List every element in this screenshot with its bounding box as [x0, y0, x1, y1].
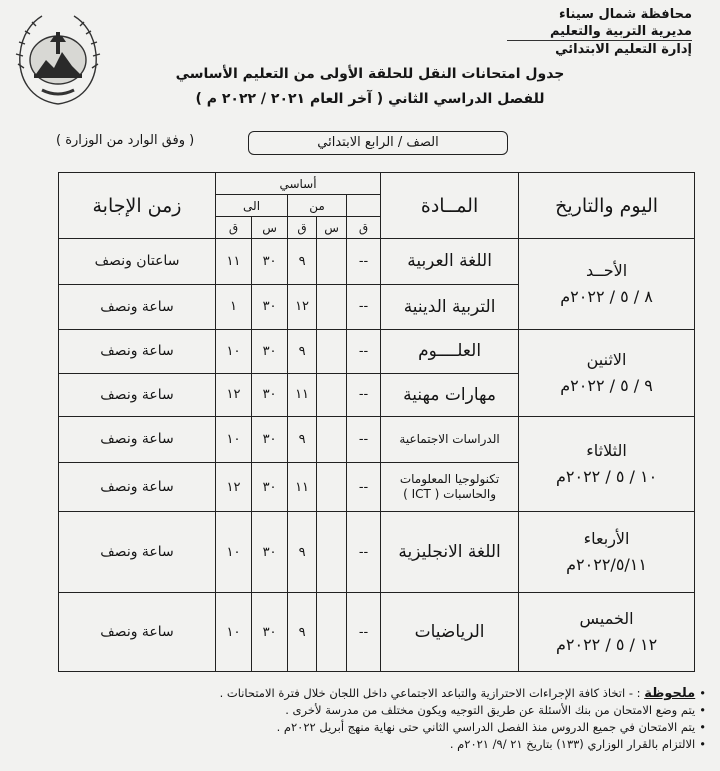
from-s-cell: ٩: [288, 593, 317, 672]
basic-cell: --: [347, 593, 381, 672]
note-text: يتم الامتحان في جميع الدروس منذ الفصل الدراسي الثاني حتى نهاية منهج أبريل ٢٠٢٢م .: [276, 720, 696, 734]
from-s-cell: ٩: [288, 417, 317, 463]
to-s-cell: ١٠: [216, 593, 252, 672]
ministry-note: ( وفق الوارد من الوزارة ): [56, 133, 195, 148]
to-s-cell: ١١: [216, 239, 252, 285]
administration-name: إدارة التعليم الابتدائي: [507, 40, 692, 58]
document-subtitle: للفصل الدراسي الثاني ( آخر العام ٢٠٢١ / ٢٠٢٢ م ): [195, 91, 545, 107]
subject-cell: اللغة الانجليزية: [381, 512, 519, 593]
day-name: الاثنين: [586, 350, 627, 370]
from-s-cell: ٩: [288, 512, 317, 593]
subject-cell: تكنولوجيا المعلومات والحاسبات ( ICT ): [381, 462, 519, 512]
to-s-cell: ١: [216, 284, 252, 330]
from-q-cell: [317, 417, 347, 463]
note-item: [16, 719, 706, 736]
directorate-name: مديرية التربية والتعليم: [549, 24, 692, 39]
subject-cell: الدراسات الاجتماعية: [381, 417, 519, 463]
day-date-cell: [519, 512, 695, 593]
to-q-cell: ٣٠: [252, 330, 288, 374]
governorate-emblem-icon: [12, 8, 104, 112]
document-title: جدول امتحانات النقل للحلقة الأولى من التعليم الأساسي: [175, 66, 565, 82]
day-name: الأحــد: [585, 261, 628, 281]
subject-cell: الرياضيات: [381, 593, 519, 672]
to-q-cell: ٣٠: [252, 462, 288, 512]
header-duration: زمن الإجابة: [59, 173, 216, 239]
basic-cell: --: [347, 512, 381, 593]
to-s-cell: ١٠: [216, 417, 252, 463]
header-basic: أساسي: [216, 173, 381, 195]
bullet-icon: •: [699, 720, 706, 734]
note-item: •ملحوظة : - اتخاذ كافة الإجراءات الاحترازية والتباعد الاجتماعي داخل اللجان خلال فترة الامتحانات .: [219, 686, 706, 701]
table-row: [59, 239, 695, 285]
from-q-cell: [317, 512, 347, 593]
notes-section: [16, 685, 706, 753]
basic-cell: --: [347, 373, 381, 417]
duration-cell: ساعة ونصف: [59, 512, 216, 593]
header-q: ق: [347, 217, 381, 239]
duration-cell: ساعة ونصف: [59, 593, 216, 672]
basic-cell: --: [347, 239, 381, 285]
basic-cell: --: [347, 284, 381, 330]
bullet-icon: •: [699, 737, 706, 751]
header-basic-empty: [347, 195, 381, 217]
duration-cell: ساعة ونصف: [59, 462, 216, 512]
day-name: الخميس: [579, 609, 634, 629]
to-q-cell: ٣٠: [252, 239, 288, 285]
note-text: الالتزام بالقرار الوزاري (١٣٣) بتاريخ ٢١ /٩/ ٢٠٢١م .: [449, 737, 696, 751]
from-s-cell: ٩: [288, 239, 317, 285]
from-q-cell: [317, 373, 347, 417]
day-date-cell: [519, 330, 695, 417]
note-text: اتخاذ كافة الإجراءات الاحترازية والتباعد الاجتماعي داخل اللجان خلال فترة الامتحانات .: [219, 686, 626, 700]
to-s-cell: ١٠: [216, 512, 252, 593]
to-s-cell: ١٢: [216, 373, 252, 417]
day-date-cell: [519, 239, 695, 330]
to-q-cell: ٣٠: [252, 512, 288, 593]
basic-cell: --: [347, 462, 381, 512]
from-q-cell: [317, 330, 347, 374]
exam-date: ٨ / ٥ / ٢٠٢٢م: [560, 287, 653, 307]
basic-cell: --: [347, 330, 381, 374]
to-s-cell: ١٢: [216, 462, 252, 512]
from-s-cell: ١١: [288, 373, 317, 417]
header-day: اليوم والتاريخ: [519, 173, 695, 239]
table-row: [59, 417, 695, 463]
exam-date: ١٠ / ٥ / ٢٠٢٢م: [555, 467, 658, 487]
from-q-cell: [317, 593, 347, 672]
header-to: الى: [216, 195, 288, 217]
from-s-cell: ١١: [288, 462, 317, 512]
from-q-cell: [317, 462, 347, 512]
duration-cell: ساعة ونصف: [59, 284, 216, 330]
header-subject: المــادة: [381, 173, 519, 239]
exam-date: ١٢ / ٥ / ٢٠٢٢م: [555, 635, 658, 655]
duration-cell: ساعتان ونصف: [59, 239, 216, 285]
day-name: الأربعاء: [583, 529, 630, 549]
note-item: [16, 736, 706, 753]
basic-cell: --: [347, 417, 381, 463]
subject-cell: اللغة العربية: [381, 239, 519, 285]
table-row: [59, 593, 695, 672]
header-q: ق: [216, 217, 252, 239]
bullet-icon: •: [699, 703, 706, 717]
exam-schedule-table: [58, 172, 695, 672]
directorate-header: [447, 6, 692, 58]
exam-date: ٢٠٢٢/٥/١١م: [566, 555, 647, 575]
to-q-cell: ٣٠: [252, 417, 288, 463]
header-from: من: [288, 195, 347, 217]
header-s: س: [317, 217, 347, 239]
subject-cell: مهارات مهنية: [381, 373, 519, 417]
duration-cell: ساعة ونصف: [59, 330, 216, 374]
subject-cell: العلــــوم: [381, 330, 519, 374]
table-row: [59, 330, 695, 374]
bullet-icon: •: [699, 686, 706, 700]
to-q-cell: ٣٠: [252, 373, 288, 417]
grade-label: الصف / الرابع الابتدائي: [248, 131, 508, 155]
note-text: يتم وضع الامتحان من بنك الأسئلة عن طريق التوجيه ويكون مختلف من مدرسة لأخرى .: [285, 703, 696, 717]
day-date-cell: [519, 417, 695, 512]
duration-cell: ساعة ونصف: [59, 373, 216, 417]
day-name: الثلاثاء: [586, 441, 627, 461]
table-row: [59, 512, 695, 593]
from-q-cell: [317, 284, 347, 330]
to-q-cell: ٣٠: [252, 284, 288, 330]
subject-cell: التربية الدينية: [381, 284, 519, 330]
day-date-cell: [519, 593, 695, 672]
from-s-cell: ١٢: [288, 284, 317, 330]
to-q-cell: ٣٠: [252, 593, 288, 672]
header-q: ق: [288, 217, 317, 239]
to-s-cell: ١٠: [216, 330, 252, 374]
governorate-name: محافظة شمال سيناء: [559, 7, 692, 22]
duration-cell: ساعة ونصف: [59, 417, 216, 463]
from-s-cell: ٩: [288, 330, 317, 374]
note-item: [16, 702, 706, 719]
exam-date: ٩ / ٥ / ٢٠٢٢م: [560, 376, 653, 396]
notes-label: ملحوظة: [644, 686, 696, 701]
header-s: س: [252, 217, 288, 239]
from-q-cell: [317, 239, 347, 285]
